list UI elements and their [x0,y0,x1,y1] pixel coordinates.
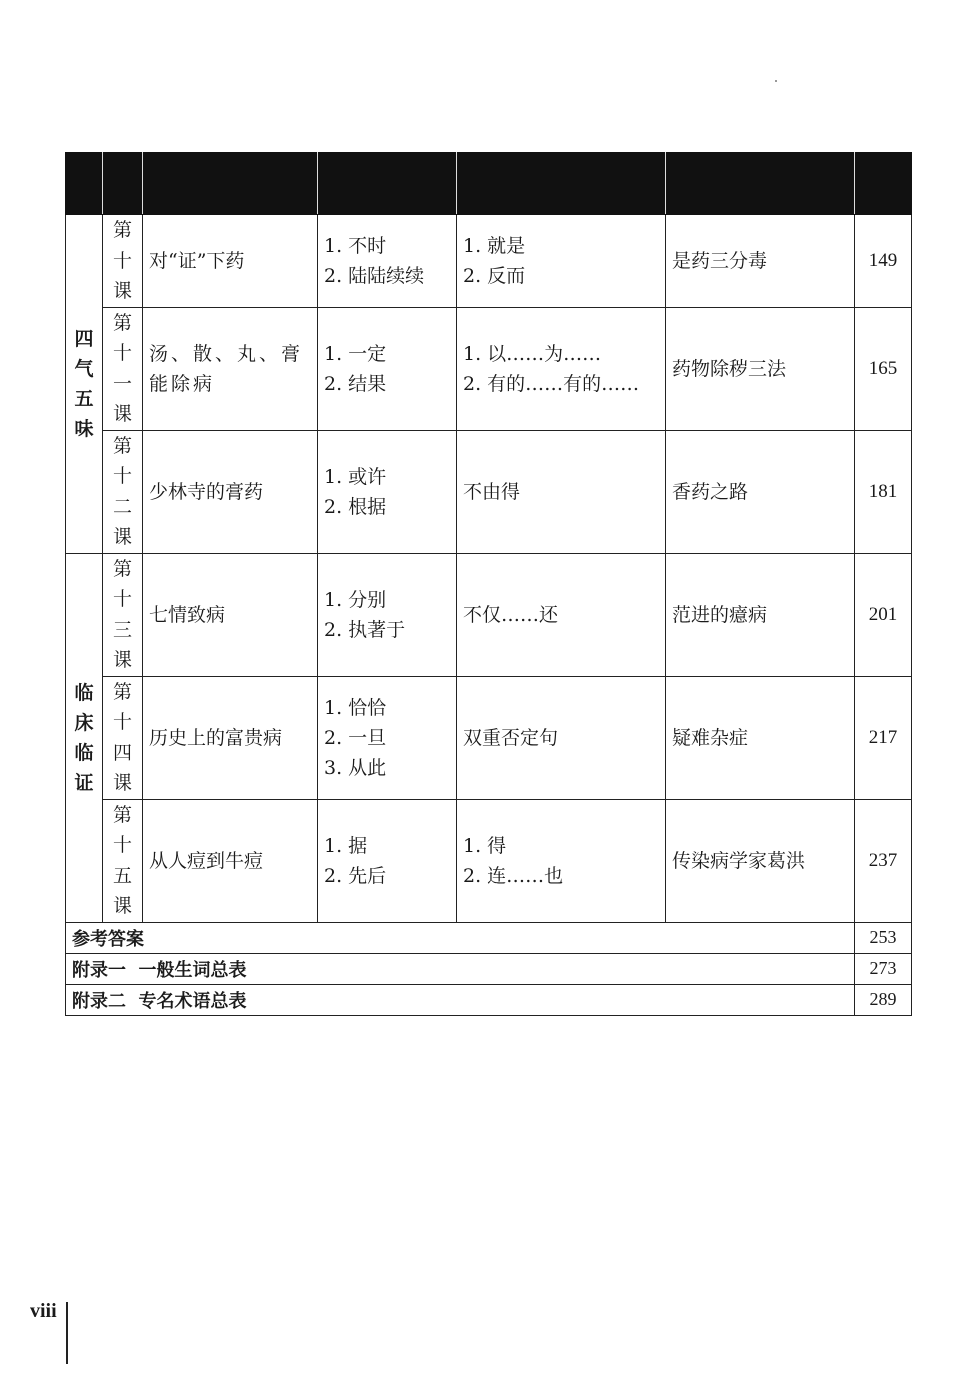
lesson-title: 从人痘到牛痘 [143,799,318,922]
lesson-title: 历史上的富贵病 [143,676,318,799]
unit-cell: 四 气 五 味 [66,215,103,554]
grammar-points: 不仅……还 [457,553,666,676]
lesson-number: 第 十 课 [103,215,143,308]
page-number-label: viii [30,1300,57,1322]
lesson-number: 第 十 一 课 [103,307,143,430]
key-words: 1. 不时 2. 陆陆续续 [318,215,457,308]
key-words: 1. 分别 2. 执著于 [318,553,457,676]
key-words: 1. 据 2. 先后 [318,799,457,922]
key-words: 1. 恰恰 2. 一旦 3. 从此 [318,676,457,799]
answer-key-label: 参考答案 [66,922,855,953]
appendix-1-label: 附录一 一般生词总表 [66,953,855,984]
page-number: 237 [855,799,912,922]
header-lesson [103,153,143,215]
page-number: 181 [855,430,912,553]
table-row [66,430,912,553]
header-row [66,153,912,215]
lesson-title: 七情致病 [143,553,318,676]
table-row [66,215,912,308]
page-number: 149 [855,215,912,308]
header-grammar [457,153,666,215]
reading-title: 药物除秽三法 [666,307,855,430]
page-number: 253 [855,922,912,953]
reading-title: 传染病学家葛洪 [666,799,855,922]
header-words [318,153,457,215]
header-unit [66,153,103,215]
answer-key-row [66,922,912,953]
header-title [143,153,318,215]
header-page [855,153,912,215]
reading-title: 范进的癔病 [666,553,855,676]
grammar-points: 双重否定句 [457,676,666,799]
lesson-title: 汤、散、丸、膏能除病 [143,307,318,430]
page-margin-rule [66,1302,68,1364]
appendix-1-row [66,953,912,984]
appendix-2-label: 附录二 专名术语总表 [66,984,855,1015]
lesson-title: 对“证”下药 [143,215,318,308]
key-words: 1. 一定 2. 结果 [318,307,457,430]
key-words: 1. 或许 2. 根据 [318,430,457,553]
unit-cell: 临 床 临 证 [66,553,103,922]
page-number: 217 [855,676,912,799]
lesson-number: 第 十 二 课 [103,430,143,553]
appendix-2-row [66,984,912,1015]
grammar-points: 1. 以……为…… 2. 有的……有的…… [457,307,666,430]
reading-title: 疑难杂症 [666,676,855,799]
table-of-contents [65,152,912,1016]
grammar-points: 不由得 [457,430,666,553]
grammar-points: 1. 得 2. 连……也 [457,799,666,922]
header-reading [666,153,855,215]
lesson-title: 少林寺的膏药 [143,430,318,553]
lesson-number: 第 十 四 课 [103,676,143,799]
reading-title: 是药三分毒 [666,215,855,308]
table-row [66,553,912,676]
lesson-number: 第 十 三 课 [103,553,143,676]
reading-title: 香药之路 [666,430,855,553]
page-number: 165 [855,307,912,430]
page-number: 273 [855,953,912,984]
page-number: 201 [855,553,912,676]
lesson-number: 第 十 五 课 [103,799,143,922]
page-number: 289 [855,984,912,1015]
scan-speck [775,80,777,82]
grammar-points: 1. 就是 2. 反而 [457,215,666,308]
table-row [66,799,912,922]
table-row [66,676,912,799]
table-row [66,307,912,430]
